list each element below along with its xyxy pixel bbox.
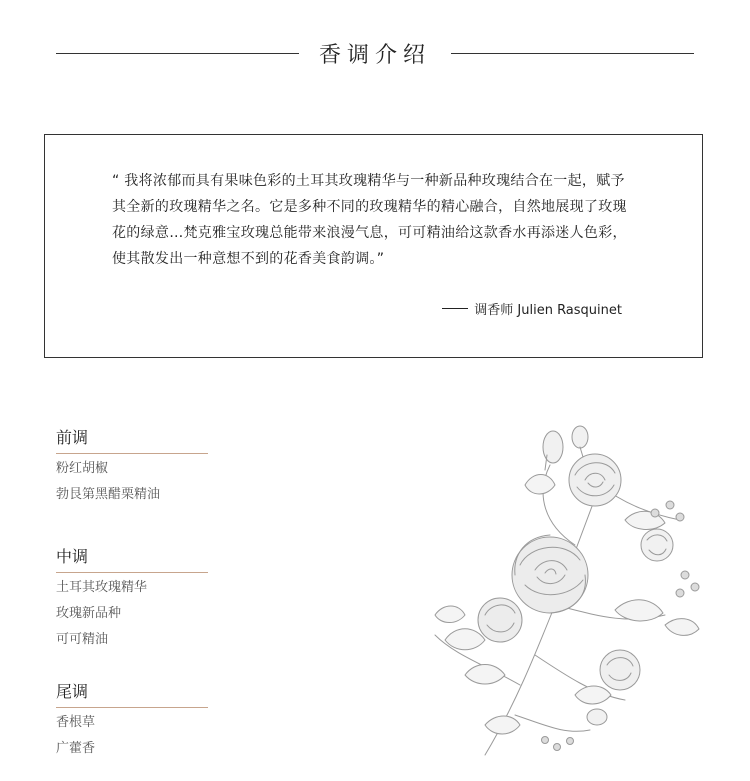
note-item: 广藿香 (56, 741, 96, 756)
header-rule-right (451, 53, 694, 54)
page-title: 香调介绍 (319, 42, 432, 68)
header-rule-left (56, 53, 299, 54)
quote-text: “ 我将浓郁而具有果味色彩的土耳其玫瑰精华与一种新品种玫瑰结合在一起，赋予其全新的玫瑰精华之名。它是多种不同的玫瑰精华的精心融合，自然地展现了玫瑰花的绿意…梵克雅宝玫瑰总能带来浪漫气息，可可精油给这款香水再添迷人色彩，使其散发出一种意想不到的花香美食韵调。” (112, 173, 627, 267)
quote-attribution (442, 299, 622, 318)
top-notes-title: 前调 (56, 427, 208, 454)
rose-bouquet-icon (425, 425, 710, 760)
middle-notes (56, 546, 208, 653)
middle-notes-title: 中调 (56, 546, 208, 573)
note-item: 可可精油 (56, 632, 109, 647)
note-item: 粉红胡椒 (56, 461, 109, 476)
note-item: 玫瑰新品种 (56, 606, 122, 621)
note-item: 土耳其玫瑰精华 (56, 580, 148, 595)
note-item: 香根草 (56, 715, 96, 730)
base-notes (56, 681, 208, 762)
quote-box (44, 134, 703, 358)
section-header (56, 36, 694, 70)
attribution-text: 调香师 Julien Rasquinet (474, 303, 622, 318)
note-item: 勃艮第黑醋栗精油 (56, 487, 161, 502)
base-notes-title: 尾调 (56, 681, 208, 708)
top-notes (56, 427, 208, 508)
attribution-dash (442, 308, 468, 309)
